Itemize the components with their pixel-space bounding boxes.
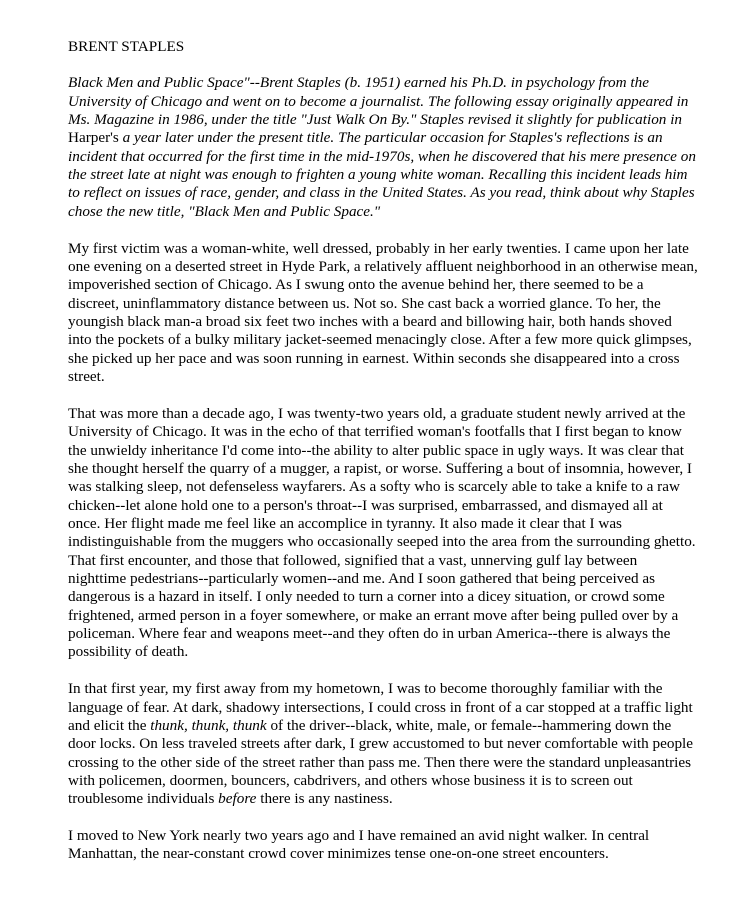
paragraph3-part2: of the driver--black, white, male, or female--hammering down the door locks. On less traveled streets after dark, I grew accustomed to but never comfortable with people crossing to the other side of the street rather than pass me. Then there were the standard unpleasantries with policemen, doormen, bouncers, cabdrivers, and others whose business it is to screen out troublesome individuals — [68, 716, 694, 808]
paragraph-language-of-fear — [68, 680, 698, 808]
harpers-title: Harper's — [68, 129, 119, 147]
paragraph-first-victim: My first victim was a woman-white, well dressed, probably in her early twenties. I came upon her late one evening on a deserted street in Hyde Park, a relatively affluent neighborhood in an otherwise mean, impoverished section of Chicago. As I swung onto the avenue behind her, there seemed to be a discreet, uninflammatory distance between us. Not so. She cast back a worried glance. To her, the youngish black man-a broad six feet two inches with a beard and billowing hair, both hands shoved into the pockets of a bulky military jacket-seemed menacingly close. After a few more quick glimpses, she picked up her pace and was soon running in earnest. Within seconds she disappeared into a cross street. — [68, 239, 698, 385]
intro-text-part1: Black Men and Public Space"--Brent Staples (b. 1951) earned his Ph.D. in psychology from the University of Chicago and went on to become a journalist. The following essay originally appeared in Ms. Magazine in 1986, under the title "Just Walk On By." Staples revised it slightly for publication in — [68, 74, 689, 129]
paragraph3-part3: there is any nastiness. — [256, 790, 393, 808]
author-heading: BRENT STAPLES — [68, 38, 185, 55]
thunk-phrase: thunk, thunk, thunk — [150, 716, 267, 734]
paragraph3-part1: In that first year, my first away from my hometown, I was to become thoroughly familiar with the language of fear. At dark, shadowy intersections, I could cross in front of a car stopped at a traffic light and elicit the — [68, 680, 693, 734]
before-word: before — [218, 790, 257, 808]
paragraph-decade-ago: That was more than a decade ago, I was twenty-two years old, a graduate student newly arrived at the University of Chicago. It was in the echo of that terrified woman's footfalls that I first began to know the unwieldy inheritance I'd come into--the ability to alter public space in ugly ways. It was clear that she thought herself the quarry of a mugger, a rapist, or worse. Suffering a bout of insomnia, however, I was stalking sleep, not defenseless wayfarers. As a softy who is scarcely able to take a knife to a raw chicken--let alone hold one to a person's throat--I was surprised, embarrassed, and dismayed all at once. Her flight made me feel like an accomplice in tyranny. It also made it clear that I was indistinguishable from the muggers who occasionally seeped into the area from the surrounding ghetto. That first encounter, and those that followed, signified that a vast, unnerving gulf lay between nighttime pedestrians--particularly women--and me. And I soon gathered that being perceived as dangerous is a hazard in itself. I only needed to turn a corner into a dicey situation, or crowd some frightened, armed person in a foyer somewhere, or make an errant move after being pulled over by a policeman. Where fear and weapons meet--and they often do in urban America--there is always the possibility of death. — [68, 404, 696, 661]
paragraph-new-york: I moved to New York nearly two years ago and I have remained an avid night walker. In central Manhattan, the near-constant crowd cover minimizes tense one-on-one street encounters. — [68, 827, 650, 863]
document-page — [68, 38, 698, 882]
intro-paragraph — [68, 74, 698, 221]
intro-text-part2: a year later under the present title. The particular occasion for Staples's reflections is an incident that occurred for the first time in the mid-1970s, when he discovered that his mere presence on the street late at night was enough to frighten a young white woman. Recalling this incident leads him to reflect on issues of race, gender, and class in the United States. As you read, think about why Staples chose the new title, "Black Men and Public Space." — [68, 129, 696, 220]
